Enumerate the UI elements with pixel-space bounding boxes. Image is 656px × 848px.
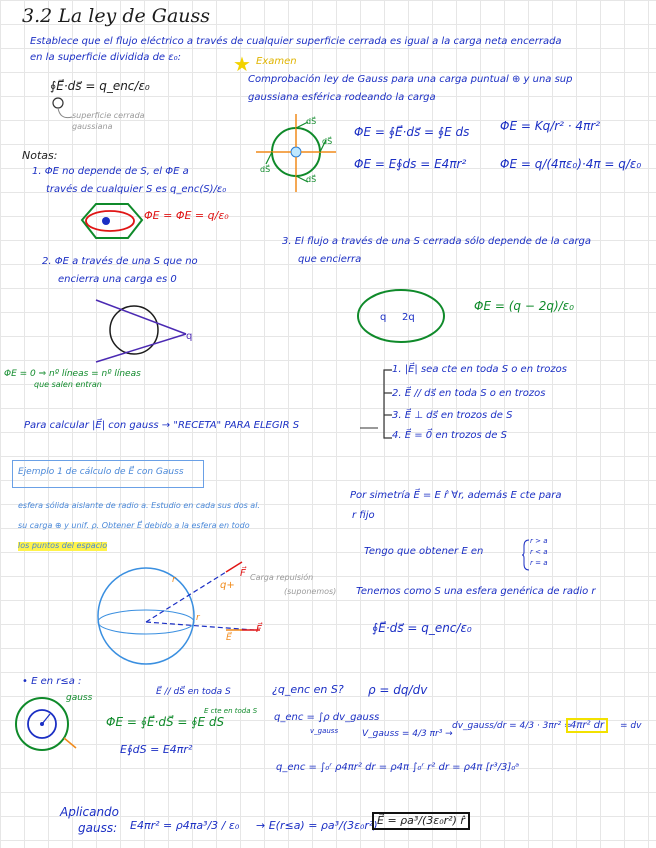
surface-s1: [82, 204, 142, 238]
constant-note: E cte en toda S: [204, 707, 258, 715]
condition-3: 3. E⃗ ⊥ ds⃗ en trozos de S: [392, 410, 513, 421]
e4pi-equation: E∮dS = E4πr²: [120, 743, 193, 756]
gauss-formula-again: ∮E⃗·ds⃗ = q_enc/ε₀: [372, 621, 472, 635]
conditions-bracket: [378, 366, 394, 446]
page-title: 3.2 La ley de Gauss: [22, 5, 211, 27]
examen-eq-flux-1: ΦE = ∮E⃗·ds⃗ = ∮E ds: [354, 125, 470, 139]
e-inside-label: • E en r≤a :: [22, 676, 82, 687]
dv-dr-equation: dv_gauss/dr = 4/3 · 3πr² =: [452, 721, 572, 731]
nota-2-result-line-1: ΦE = 0 ⇒ nº líneas = nº líneas: [4, 369, 141, 379]
figure-charge-label: q+: [220, 580, 235, 591]
radius-line-2: [146, 622, 254, 630]
figure-note-1: Carga repulsión: [250, 573, 314, 582]
aplicando-label-2: gauss:: [78, 821, 118, 835]
point-charge-gaussian-figure: [252, 108, 342, 198]
two-surfaces-figure: [76, 200, 146, 244]
apply-equation-1: E4πr² = ρ4πa³/3 / ε₀: [130, 819, 240, 832]
charged-sphere: [98, 568, 194, 664]
figure-r-label-2: r: [196, 613, 200, 623]
qenc-final: q_enc = ∫₀ʳ ρ4πr² dr = ρ4π ∫₀ʳ r² dr = ρ4π [r³/3]₀ᵃ: [276, 762, 520, 773]
charge-2q: 2q: [402, 312, 415, 323]
gauss-surface-label: gauss: [66, 693, 93, 703]
bracket-line: [384, 370, 392, 438]
qenc-integral-sub: v_gauss: [310, 727, 339, 735]
two-charges-surface: [356, 288, 446, 344]
nota-3-line-2: que encierra: [298, 254, 362, 265]
charge-q: q: [380, 312, 387, 323]
symmetry-line-1: Por simetría E⃗ = E r̂ ∀r, además E cte para: [350, 490, 562, 501]
example-line-2: su carga ⊕ y unif. ρ. Obtener E⃗ debido a la esfera en todo: [18, 521, 250, 530]
rho-definition: ρ = dq/dv: [368, 683, 428, 697]
radius-line-1: [146, 572, 226, 622]
vgauss-equation: V_gauss = 4/3 πr³ →: [362, 729, 453, 739]
note-arrow: [58, 108, 72, 118]
nota-2-line-2: encierra una carga es 0: [58, 274, 177, 285]
nota-2-line-1: 2. ΦE a través de una S que no: [42, 256, 198, 267]
case-outside: r > a: [530, 537, 548, 545]
case-inside: r < a: [530, 548, 548, 556]
gauss-note-2: gaussiana: [72, 122, 113, 131]
symmetry-line-2: r fijo: [352, 510, 375, 521]
calc-recipe: Para calcular |E⃗| con gauss → "RECETA" PARA ELEGIR S: [24, 420, 300, 431]
ds-label-4: dS⃗: [306, 175, 317, 184]
examen-eq-flux-2: ΦE = E∮ds = E4πr²: [354, 157, 467, 171]
radius-arrow: [42, 714, 50, 724]
enclosed-charge: [102, 217, 110, 225]
examen-label: Examen: [256, 56, 297, 67]
no-enclosed-charge-figure: [88, 296, 198, 366]
example-title: Ejemplo 1 de cálculo de E⃗ con Gauss: [18, 467, 184, 477]
e-arrow: [64, 738, 76, 748]
apply-equation-2: → E(r≤a) = ρa³/(3ε₀r²): [256, 819, 378, 832]
nota-2-result-line-2: que salen entran: [34, 380, 102, 389]
ds-label-2: dS⃗: [322, 137, 333, 146]
nota-1-line-2: través de cualquier S es q_enc(S)/ε₀: [46, 184, 227, 195]
ds-label-1: dS⃗: [306, 117, 317, 126]
highlight-box: 4πr² dr: [566, 718, 608, 733]
flux-equation: ΦE = ∮E⃗·dS⃗ = ∮E dS: [106, 715, 225, 729]
notas-label: Notas:: [22, 149, 58, 162]
qenc-integral: q_enc = ∫ρ dv_gauss: [274, 712, 380, 723]
ds-arrow-left: [266, 152, 272, 164]
tengo-text: Tengo que obtener E en: [364, 546, 484, 557]
figure-e-label: E⃗: [226, 633, 232, 643]
nota-1-line-1: 1. ΦE no depende de S, el ΦE a: [32, 166, 189, 177]
field-line-lower: [96, 334, 186, 362]
cases-brace: [522, 538, 530, 572]
cases-brace-path: [522, 540, 529, 570]
condition-4: 4. E⃗ = 0⃗ en trozos de S: [392, 430, 507, 441]
enclosing-surface: [358, 290, 444, 342]
ds-label-3: dS⃗: [260, 165, 271, 174]
closed-surface: [110, 306, 158, 354]
star-icon: ★: [233, 52, 251, 76]
condition-1: 1. |E⃗| sea cte en toda S o en trozos: [392, 364, 567, 375]
examen-eq-kq: ΦE = Kq/r² · 4πr²: [500, 119, 601, 133]
example-line-1: esfera sólida aislante de radio a. Estudio en cada sus dos al.: [18, 501, 260, 510]
condition-2: 2. E⃗ // ds⃗ en toda S o en trozos: [392, 388, 546, 399]
figure-force-label-2: F⃗: [256, 624, 262, 635]
nota-3-line-1: 3. El flujo a través de una S cerrada sólo depende de la carga: [282, 236, 592, 247]
aplicando-label-1: Aplicando: [60, 805, 120, 819]
closed-surface-marker: [53, 98, 63, 108]
nota-1-equation: ΦE = ΦE = q/ε₀: [144, 209, 229, 222]
figure-force-label-1: F⃗: [240, 568, 246, 579]
tenemos-text: Tenemos como S una esfera genérica de radio r: [356, 586, 596, 597]
inner-gaussian-figure: [12, 694, 82, 764]
figure-note-2: (suponemos): [284, 587, 337, 596]
parallel-condition: E⃗ // dS⃗ en toda S: [156, 687, 231, 697]
case-surface: r = a: [530, 559, 548, 567]
gauss-note-1: superficie cerrada: [72, 111, 145, 120]
recipe-pointer: [358, 424, 380, 434]
examen-eq-final: ΦE = q/(4πε₀)·4π = q/ε₀: [500, 157, 642, 171]
examen-line-1: Comprobación ley de Gauss para una carga puntual ⊕ y una sup: [248, 74, 573, 85]
point-charge: [291, 147, 301, 157]
qenc-question: ¿q_enc en S?: [272, 683, 344, 696]
figure-r-label-1: r: [172, 575, 176, 585]
gauss-formula: ∮E⃗·ds⃗ = q_enc/ε₀: [50, 79, 150, 93]
dv-equals: = dv: [620, 721, 642, 731]
final-result-box: E⃗ = ρa³/(3ε₀r²) r̂: [372, 812, 470, 830]
example-line-3: los puntos del espacio: [18, 541, 108, 550]
nota-3-equation: ΦE = (q − 2q)/ε₀: [474, 299, 574, 313]
intro-line-2: en la superficie dividida de ε₀:: [30, 52, 182, 63]
examen-line-2: gaussiana esférica rodeando la carga: [248, 92, 436, 103]
external-charge-label: q: [186, 331, 193, 342]
intro-line-1: Establece que el flujo eléctrico a través de cualquier superficie cerrada es igual a la carga neta encerrada: [30, 36, 562, 47]
